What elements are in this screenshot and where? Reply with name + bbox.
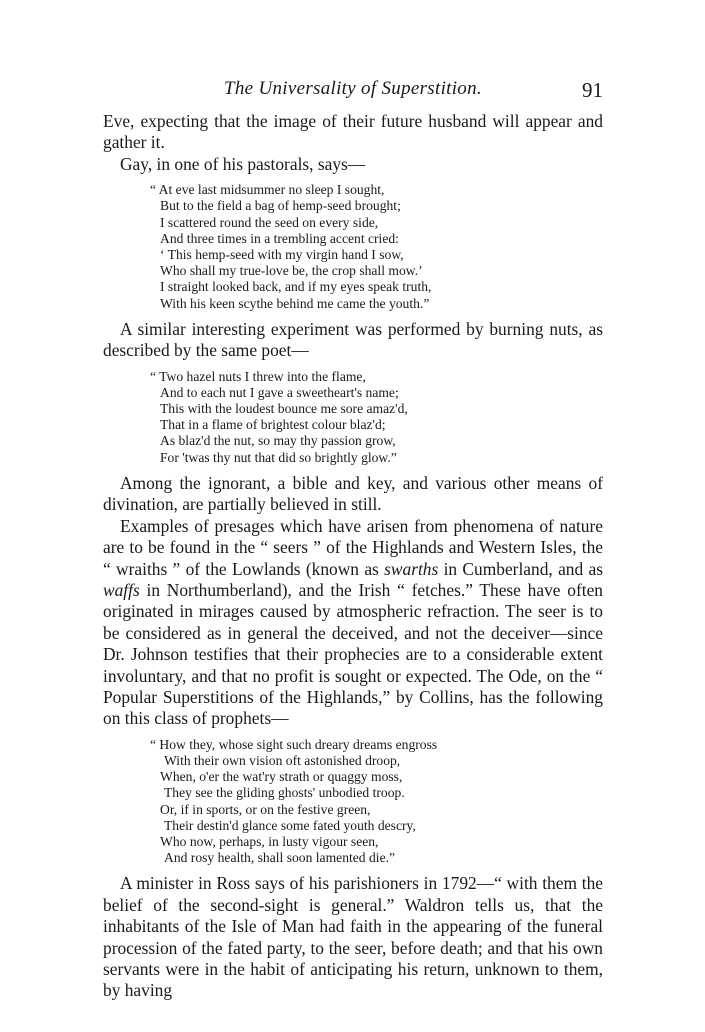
paragraph-gay-intro: Gay, in one of his pastorals, says—: [120, 153, 366, 174]
verse-line: And rosy health, shall soon lamented die.”: [164, 850, 396, 866]
paragraph-continuation: Eve, expecting that the image of their future husband will appear and gather it.: [103, 111, 603, 153]
running-title: The Universality of Superstition.: [224, 78, 482, 99]
verse-line: With their own vision oft astonished droop,: [164, 752, 401, 768]
page-number: 91: [582, 78, 603, 102]
verse-line: “ At eve last midsummer no sleep I sought,: [150, 182, 385, 198]
word-swarths: swarths: [384, 558, 439, 579]
verse-line: And to each nut I gave a sweetheart's name;: [160, 384, 399, 400]
verse-line: “ Two hazel nuts I threw into the flame,: [150, 368, 366, 384]
verse-line: With his keen scythe behind me came the youth.”: [160, 295, 430, 311]
verse-line: But to the field a bag of hemp-seed brought;: [160, 198, 401, 214]
verse-line: When, o'er the wat'ry strath or quaggy moss,: [160, 769, 403, 785]
presages-text-c: in Northumberland), and the Irish “ fetches.” These have often originated in mirages caused by atmospheric refraction. The seer is to be considered as in general the deceived, and not the deceiver—since Dr. Johnson testifies that their prophecies are to a considerable extent involuntary, and that no profit is sought or expected. The Ode, on the “ Popular Superstitions of the Highlands,” by Collins, has the following on this class of prophets—: [103, 579, 603, 729]
verse-line: Who shall my true-love be, the crop shall mow.’: [160, 263, 423, 279]
presages-text-b: in Cumberland, and as: [438, 558, 603, 579]
verse-line: They see the gliding ghosts' unbodied troop.: [164, 785, 405, 801]
verse-line: ‘ This hemp-seed with my virgin hand I sow,: [160, 247, 404, 263]
paragraph-second-sight: A minister in Ross says of his parishioners in 1792—“ with them the belief of the second-sight is general.” Waldron tells us, that the inhabitants of the Isle of Man had faith in the appearing of the funeral procession of the fated party, to the seer, before death; and that his own servants were in the habit of anticipating his return, unknown to them, by having: [103, 873, 603, 1001]
verse-hemp-seed: [150, 182, 603, 312]
word-waffs: waffs: [103, 579, 140, 600]
paragraph-presages: [103, 516, 603, 730]
verse-line: “ How they, whose sight such dreary dreams engross: [150, 736, 438, 752]
verse-line: And three times in a trembling accent cried:: [160, 230, 399, 246]
verse-line: I scattered round the seed on every side,: [160, 214, 379, 230]
page-body: [103, 111, 603, 1002]
paragraph-divination: Among the ignorant, a bible and key, and various other means of divination, are partially believed in still.: [103, 472, 603, 515]
verse-hazel-nuts: [150, 369, 603, 466]
verse-line: This with the loudest bounce me sore amaz'd,: [160, 401, 408, 417]
verse-collins-ode: [150, 737, 603, 867]
verse-line: Who now, perhaps, in lusty vigour seen,: [160, 833, 379, 849]
verse-line: For 'twas thy nut that did so brightly glow.”: [160, 449, 397, 465]
verse-line: Or, if in sports, or on the festive green,: [160, 801, 371, 817]
verse-line: Their destin'd glance some fated youth descry,: [164, 817, 416, 833]
paragraph-burning-nuts: A similar interesting experiment was performed by burning nuts, as described by the same poet—: [103, 318, 603, 361]
page-header: [103, 78, 603, 106]
presages-text-a: Examples of presages which have arisen from phenomena of nature are to be found in the “ seers ” of the Highlands and Western Isles, the “ wraiths ” of the Lowlands (known as: [103, 515, 603, 579]
verse-line: I straight looked back, and if my eyes speak truth,: [160, 279, 432, 295]
verse-line: As blaz'd the nut, so may thy passion grow,: [160, 433, 396, 449]
verse-line: That in a flame of brightest colour blaz'd;: [160, 417, 386, 433]
